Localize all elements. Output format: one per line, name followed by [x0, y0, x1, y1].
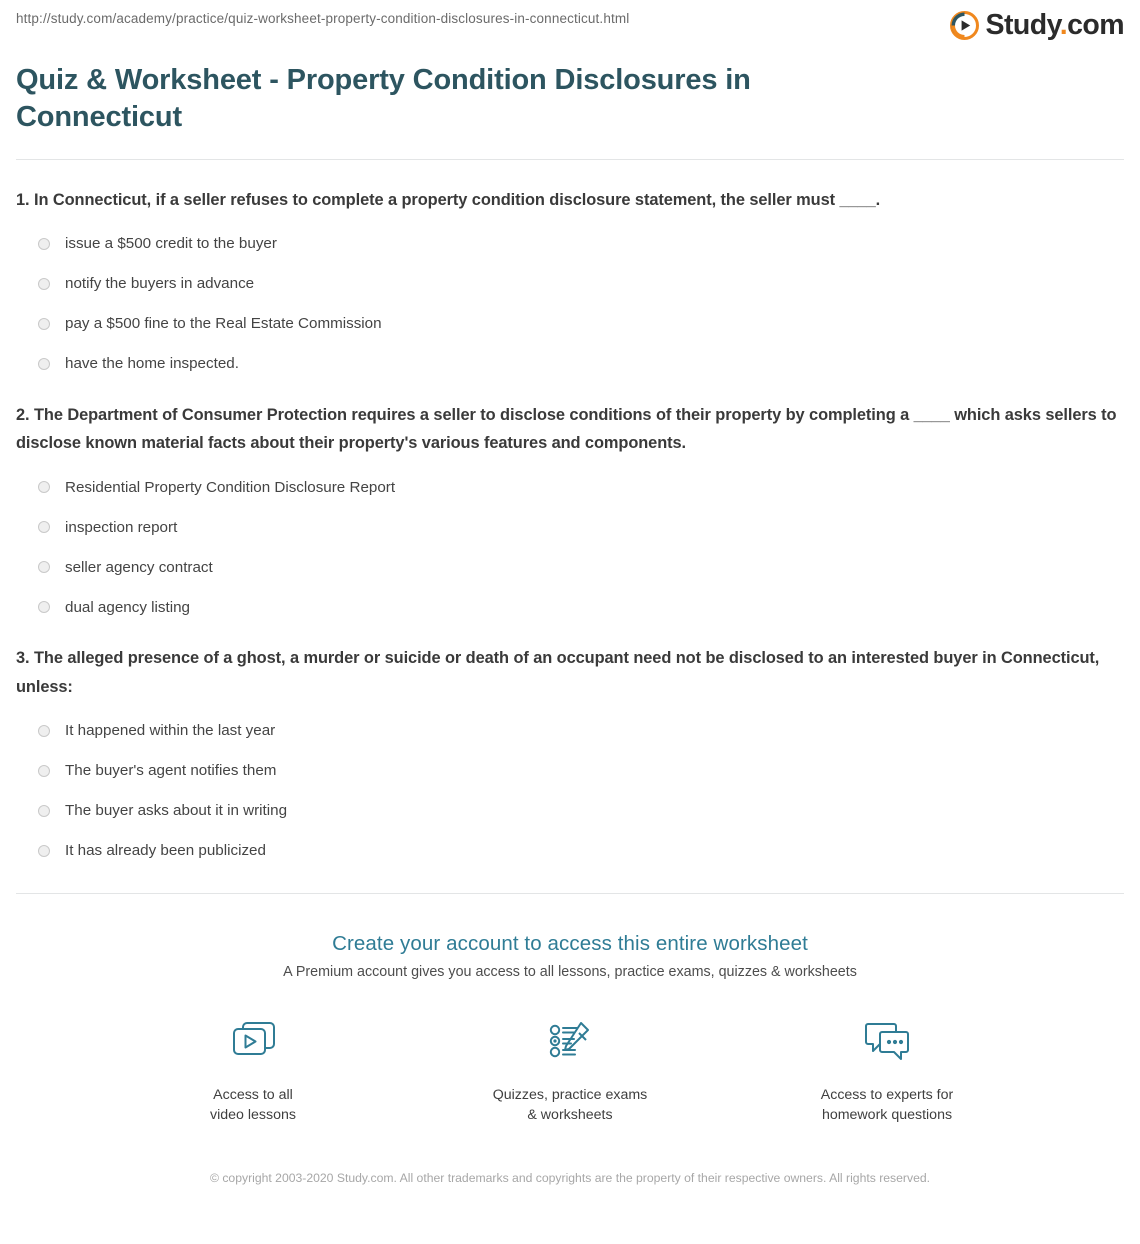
radio-button-icon[interactable] — [38, 561, 50, 573]
radio-button-icon[interactable] — [38, 238, 50, 250]
question-text: 3. The alleged presence of a ghost, a murder or suicide or death of an occupant need not be disclosed to an interested buyer in Connecticut, unless: — [16, 649, 1100, 696]
feature-label — [800, 1085, 975, 1125]
radio-button-icon[interactable] — [38, 521, 50, 533]
feature-label-line1: Access to experts for — [820, 1086, 954, 1103]
feature-label — [483, 1085, 658, 1125]
answer-label: have the home inspected. — [65, 355, 239, 373]
radio-button-icon[interactable] — [38, 765, 50, 777]
answer-label: The buyer asks about it in writing — [65, 802, 288, 820]
answer-label: issue a $500 credit to the buyer — [65, 235, 277, 253]
answer-list — [16, 711, 1124, 871]
radio-button-icon[interactable] — [38, 845, 50, 857]
answer-label: Residential Property Condition Disclosure Report — [65, 478, 396, 496]
feature-label — [166, 1085, 341, 1125]
logo-word-com: com — [1067, 8, 1124, 41]
answer-option[interactable] — [38, 791, 1124, 831]
answer-label: It has already been publicized — [65, 842, 266, 860]
feature-label-line2: homework questions — [821, 1107, 953, 1124]
answer-option[interactable] — [38, 751, 1124, 791]
question-block — [16, 644, 1124, 870]
question-block — [16, 401, 1124, 627]
answer-option[interactable] — [38, 264, 1124, 304]
radio-button-icon[interactable] — [38, 601, 50, 613]
worksheet-content — [16, 62, 1124, 1188]
answer-option[interactable] — [38, 224, 1124, 264]
answer-list — [16, 467, 1124, 627]
chat-bubbles-icon — [800, 1014, 975, 1072]
logo-wordmark — [985, 8, 1124, 41]
feature-label-line1: Quizzes, practice exams — [492, 1086, 648, 1103]
cta-subtitle: A Premium account gives you access to all lessons, practice exams, quizzes & worksheets — [283, 963, 857, 980]
video-lessons-icon — [166, 1014, 341, 1072]
answer-option[interactable] — [38, 547, 1124, 587]
answer-label: pay a $500 fine to the Real Estate Commission — [65, 315, 382, 333]
radio-button-icon[interactable] — [38, 725, 50, 737]
feature-list — [16, 1014, 1124, 1125]
answer-option[interactable] — [38, 304, 1124, 344]
logo-word-study: Study — [985, 8, 1060, 41]
answer-label: inspection report — [65, 518, 178, 536]
feature-label-line2: & worksheets — [527, 1107, 613, 1124]
answer-label: It happened within the last year — [65, 722, 276, 740]
feature-quizzes-worksheets — [483, 1014, 658, 1125]
question-block — [16, 186, 1124, 384]
answer-label: The buyer's agent notifies them — [65, 762, 277, 780]
question-list — [16, 160, 1124, 871]
radio-button-icon[interactable] — [38, 278, 50, 290]
radio-button-icon[interactable] — [38, 318, 50, 330]
answer-option[interactable] — [38, 467, 1124, 507]
create-account-cta — [16, 918, 1124, 1188]
study-com-logo[interactable] — [950, 10, 1124, 40]
page-title: Quiz & Worksheet - Property Condition Disclosures in Connecticut — [16, 64, 751, 134]
quiz-pencil-icon — [483, 1014, 658, 1072]
answer-label: seller agency contract — [65, 558, 213, 576]
browser-url-bar: http://study.com/academy/practice/quiz-worksheet-property-condition-disclosures-in-connecticut.html — [16, 11, 630, 26]
logo-dot: . — [1059, 8, 1068, 41]
radio-button-icon[interactable] — [38, 805, 50, 817]
answer-label: dual agency listing — [65, 598, 190, 616]
answer-option[interactable] — [38, 831, 1124, 871]
question-text: 2. The Department of Consumer Protection requires a seller to disclose conditions of their property by completing a ____ which asks sellers to disclose known material facts about their property's various features and components. — [16, 406, 1117, 453]
cta-divider — [16, 893, 1124, 894]
copyright-text: © copyright 2003-2020 Study.com. All other trademarks and copyrights are the property of their respective owners. All rights reserved. — [209, 1171, 931, 1186]
answer-list — [16, 224, 1124, 384]
radio-button-icon[interactable] — [38, 481, 50, 493]
feature-video-lessons — [166, 1014, 341, 1125]
answer-option[interactable] — [38, 344, 1124, 384]
radio-button-icon[interactable] — [38, 358, 50, 370]
play-circle-icon — [950, 11, 979, 40]
cta-title[interactable]: Create your account to access this entire worksheet — [332, 931, 808, 955]
question-text: 1. In Connecticut, if a seller refuses to complete a property condition disclosure statement, the seller must ____. — [16, 190, 881, 209]
feature-label-line1: Access to all — [213, 1086, 293, 1103]
answer-label: notify the buyers in advance — [65, 275, 255, 293]
feature-expert-help — [800, 1014, 975, 1125]
feature-label-line2: video lessons — [210, 1107, 296, 1124]
answer-option[interactable] — [38, 711, 1124, 751]
answer-option[interactable] — [38, 587, 1124, 627]
answer-option[interactable] — [38, 507, 1124, 547]
